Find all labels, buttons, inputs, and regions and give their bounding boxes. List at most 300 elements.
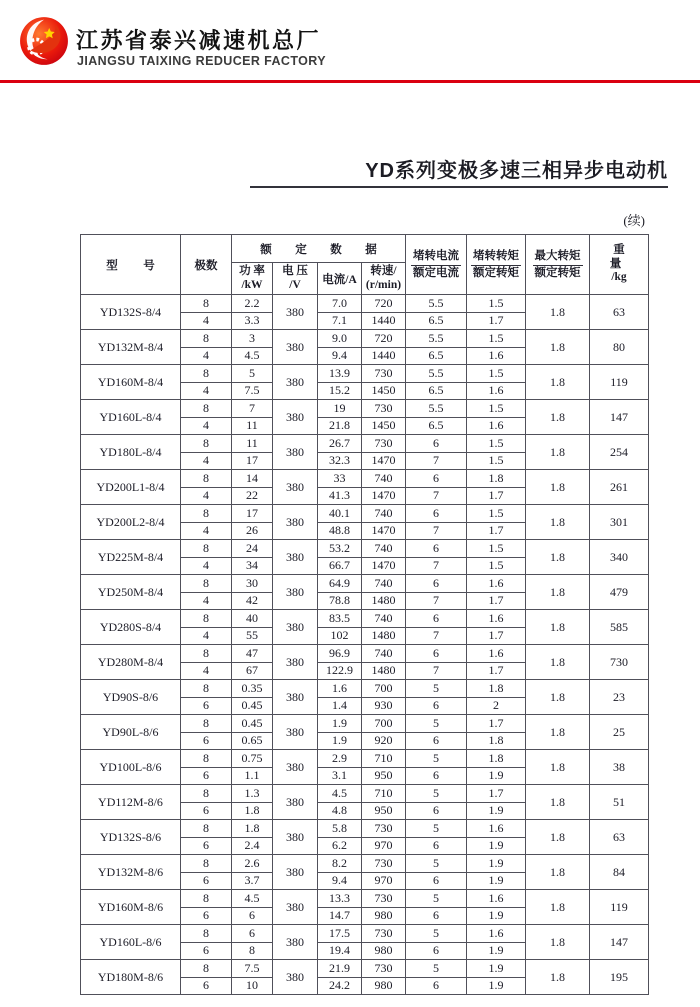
cell-power: 11 — [232, 417, 273, 435]
cell-poles: 8 — [181, 330, 232, 348]
header-divider — [0, 80, 700, 83]
cell-speed: 930 — [362, 697, 406, 715]
cell-poles: 8 — [181, 785, 232, 803]
cell-locked-current-ratio: 7 — [406, 592, 467, 610]
cell-power: 0.75 — [232, 750, 273, 768]
cell-locked-current-ratio: 6 — [406, 977, 467, 995]
cell-current: 26.7 — [318, 435, 362, 453]
cell-poles: 8 — [181, 610, 232, 628]
cell-speed: 730 — [362, 820, 406, 838]
cell-weight: 479 — [590, 575, 649, 610]
cell-speed: 1480 — [362, 662, 406, 680]
cell-weight: 147 — [590, 400, 649, 435]
cell-locked-current-ratio: 5 — [406, 820, 467, 838]
col-header-current: 电流/A — [318, 263, 362, 295]
col-header-power: 功 率 /kW — [232, 263, 273, 295]
cell-current: 19.4 — [318, 942, 362, 960]
cell-locked-torque-ratio: 1.6 — [467, 610, 526, 628]
cell-locked-current-ratio: 5 — [406, 750, 467, 768]
cell-locked-torque-ratio: 1.6 — [467, 820, 526, 838]
cell-power: 0.65 — [232, 732, 273, 750]
spec-row — [81, 540, 649, 558]
cell-poles: 6 — [181, 732, 232, 750]
cell-speed: 970 — [362, 837, 406, 855]
cell-speed: 740 — [362, 540, 406, 558]
motor-spec-table — [80, 234, 649, 995]
spec-row — [81, 435, 649, 453]
cell-poles: 8 — [181, 925, 232, 943]
cell-voltage: 380 — [273, 505, 318, 540]
cell-voltage: 380 — [273, 890, 318, 925]
company-name-cn: 江苏省泰兴减速机总厂 — [76, 28, 322, 53]
cell-locked-current-ratio: 5 — [406, 785, 467, 803]
cell-poles: 4 — [181, 382, 232, 400]
title-underline — [250, 186, 668, 188]
col-header-locked-torque-ratio: $\frac{\text{堵转转矩}}{\text{额定转矩}}$ — [467, 235, 526, 295]
cell-model: YD280M-8/4 — [81, 645, 181, 680]
cell-power: 42 — [232, 592, 273, 610]
cell-current: 78.8 — [318, 592, 362, 610]
cell-poles: 4 — [181, 312, 232, 330]
cell-weight: 119 — [590, 365, 649, 400]
cell-model: YD200L1-8/4 — [81, 470, 181, 505]
cell-voltage: 380 — [273, 575, 318, 610]
cell-locked-current-ratio: 6 — [406, 907, 467, 925]
cell-poles: 6 — [181, 942, 232, 960]
cell-speed: 720 — [362, 330, 406, 348]
spec-row — [81, 750, 649, 768]
cell-power: 8 — [232, 942, 273, 960]
factory-logo-icon — [18, 15, 70, 67]
cell-current: 8.2 — [318, 855, 362, 873]
cell-speed: 1440 — [362, 347, 406, 365]
cell-poles: 8 — [181, 750, 232, 768]
cell-locked-torque-ratio: 1.6 — [467, 575, 526, 593]
cell-speed: 710 — [362, 750, 406, 768]
cell-power: 24 — [232, 540, 273, 558]
col-header-voltage: 电 压 /V — [273, 263, 318, 295]
cell-locked-torque-ratio: 1.9 — [467, 767, 526, 785]
cell-poles: 8 — [181, 540, 232, 558]
cell-max-torque-ratio: 1.8 — [526, 400, 590, 435]
cell-poles: 8 — [181, 400, 232, 418]
spec-row — [81, 960, 649, 978]
cell-voltage: 380 — [273, 785, 318, 820]
cell-model: YD180L-8/4 — [81, 435, 181, 470]
cell-locked-torque-ratio: 1.9 — [467, 907, 526, 925]
cell-voltage: 380 — [273, 540, 318, 575]
cell-speed: 730 — [362, 435, 406, 453]
cell-locked-torque-ratio: 1.9 — [467, 942, 526, 960]
cell-model: YD90S-8/6 — [81, 680, 181, 715]
cell-locked-current-ratio: 6 — [406, 802, 467, 820]
cell-current: 3.1 — [318, 767, 362, 785]
cell-max-torque-ratio: 1.8 — [526, 575, 590, 610]
col-header-speed: 转速/ (r/min) — [362, 263, 406, 295]
cell-voltage: 380 — [273, 400, 318, 435]
cell-poles: 4 — [181, 522, 232, 540]
cell-power: 3.7 — [232, 872, 273, 890]
spec-row — [81, 890, 649, 908]
cell-current: 1.4 — [318, 697, 362, 715]
cell-voltage: 380 — [273, 330, 318, 365]
cell-current: 21.9 — [318, 960, 362, 978]
cell-weight: 63 — [590, 820, 649, 855]
cell-current: 4.5 — [318, 785, 362, 803]
cell-speed: 1470 — [362, 557, 406, 575]
cell-locked-torque-ratio: 1.5 — [467, 452, 526, 470]
spec-row — [81, 610, 649, 628]
cell-locked-current-ratio: 5 — [406, 925, 467, 943]
cell-poles: 8 — [181, 575, 232, 593]
cell-poles: 8 — [181, 645, 232, 663]
cell-weight: 261 — [590, 470, 649, 505]
cell-current: 83.5 — [318, 610, 362, 628]
cell-locked-current-ratio: 5.5 — [406, 295, 467, 313]
cell-current: 53.2 — [318, 540, 362, 558]
cell-locked-torque-ratio: 1.7 — [467, 662, 526, 680]
cell-locked-current-ratio: 6.5 — [406, 382, 467, 400]
cell-voltage: 380 — [273, 925, 318, 960]
cell-speed: 1480 — [362, 592, 406, 610]
spec-row — [81, 680, 649, 698]
cell-poles: 8 — [181, 890, 232, 908]
cell-weight: 23 — [590, 680, 649, 715]
cell-locked-current-ratio: 6.5 — [406, 312, 467, 330]
spec-row — [81, 820, 649, 838]
cell-locked-current-ratio: 6 — [406, 435, 467, 453]
cell-locked-current-ratio: 6 — [406, 732, 467, 750]
col-header-weight: 重 量 /kg — [590, 235, 649, 295]
cell-current: 48.8 — [318, 522, 362, 540]
cell-speed: 720 — [362, 295, 406, 313]
cell-poles: 4 — [181, 662, 232, 680]
cell-weight: 585 — [590, 610, 649, 645]
cell-locked-torque-ratio: 1.6 — [467, 890, 526, 908]
cell-poles: 4 — [181, 557, 232, 575]
cell-current: 33 — [318, 470, 362, 488]
cell-power: 6 — [232, 925, 273, 943]
spec-table-body — [81, 295, 649, 995]
spec-row — [81, 505, 649, 523]
cell-max-torque-ratio: 1.8 — [526, 890, 590, 925]
cell-power: 0.45 — [232, 697, 273, 715]
cell-speed: 730 — [362, 365, 406, 383]
cell-power: 2.4 — [232, 837, 273, 855]
cell-model: YD132M-8/6 — [81, 855, 181, 890]
cell-locked-current-ratio: 6 — [406, 767, 467, 785]
cell-power: 7 — [232, 400, 273, 418]
cell-poles: 4 — [181, 627, 232, 645]
cell-speed: 1470 — [362, 487, 406, 505]
cell-power: 0.35 — [232, 680, 273, 698]
cell-current: 15.2 — [318, 382, 362, 400]
cell-voltage: 380 — [273, 855, 318, 890]
cell-locked-torque-ratio: 1.6 — [467, 645, 526, 663]
cell-max-torque-ratio: 1.8 — [526, 295, 590, 330]
cell-locked-torque-ratio: 1.5 — [467, 365, 526, 383]
cell-voltage: 380 — [273, 365, 318, 400]
cell-poles: 6 — [181, 802, 232, 820]
cell-max-torque-ratio: 1.8 — [526, 680, 590, 715]
cell-locked-torque-ratio: 1.5 — [467, 540, 526, 558]
cell-max-torque-ratio: 1.8 — [526, 645, 590, 680]
cell-poles: 8 — [181, 435, 232, 453]
cell-current: 5.8 — [318, 820, 362, 838]
cell-current: 9.0 — [318, 330, 362, 348]
cell-current: 21.8 — [318, 417, 362, 435]
cell-model: YD100L-8/6 — [81, 750, 181, 785]
cell-max-torque-ratio: 1.8 — [526, 435, 590, 470]
cell-power: 0.45 — [232, 715, 273, 733]
cell-current: 1.6 — [318, 680, 362, 698]
cell-locked-current-ratio: 6.5 — [406, 417, 467, 435]
cell-model: YD90L-8/6 — [81, 715, 181, 750]
cell-power: 4.5 — [232, 347, 273, 365]
cell-locked-torque-ratio: 1.5 — [467, 557, 526, 575]
cell-current: 64.9 — [318, 575, 362, 593]
cell-voltage: 380 — [273, 715, 318, 750]
cell-voltage: 380 — [273, 960, 318, 995]
cell-power: 30 — [232, 575, 273, 593]
cell-power: 11 — [232, 435, 273, 453]
cell-model: YD112M-8/6 — [81, 785, 181, 820]
cell-power: 67 — [232, 662, 273, 680]
spec-row — [81, 785, 649, 803]
cell-speed: 950 — [362, 802, 406, 820]
cell-current: 102 — [318, 627, 362, 645]
cell-locked-current-ratio: 6 — [406, 837, 467, 855]
cell-model: YD180M-8/6 — [81, 960, 181, 995]
cell-locked-current-ratio: 5 — [406, 960, 467, 978]
cell-current: 17.5 — [318, 925, 362, 943]
page-title: YD系列变极多速三相异步电动机 — [365, 160, 668, 182]
col-header-locked-current-ratio: $\frac{\text{堵转电流}}{\text{额定电流}}$ — [406, 235, 467, 295]
cell-power: 17 — [232, 452, 273, 470]
cell-power: 7.5 — [232, 382, 273, 400]
cell-weight: 80 — [590, 330, 649, 365]
cell-power: 26 — [232, 522, 273, 540]
col-header-poles: 极数 — [181, 235, 232, 295]
cell-power: 2.6 — [232, 855, 273, 873]
cell-poles: 6 — [181, 837, 232, 855]
cell-poles: 8 — [181, 820, 232, 838]
cell-model: YD160L-8/6 — [81, 925, 181, 960]
cell-model: YD132S-8/4 — [81, 295, 181, 330]
cell-current: 24.2 — [318, 977, 362, 995]
cell-locked-torque-ratio: 1.9 — [467, 872, 526, 890]
cell-model: YD160M-8/4 — [81, 365, 181, 400]
cell-locked-current-ratio: 6 — [406, 470, 467, 488]
spec-row — [81, 470, 649, 488]
cell-current: 14.7 — [318, 907, 362, 925]
cell-current: 13.3 — [318, 890, 362, 908]
cell-power: 10 — [232, 977, 273, 995]
cell-speed: 730 — [362, 400, 406, 418]
cell-speed: 1470 — [362, 522, 406, 540]
cell-weight: 340 — [590, 540, 649, 575]
cell-locked-torque-ratio: 1.6 — [467, 925, 526, 943]
cell-speed: 980 — [362, 977, 406, 995]
cell-speed: 970 — [362, 872, 406, 890]
cell-weight: 147 — [590, 925, 649, 960]
cell-power: 55 — [232, 627, 273, 645]
spec-row — [81, 715, 649, 733]
cell-model: YD200L2-8/4 — [81, 505, 181, 540]
cell-poles: 6 — [181, 977, 232, 995]
cell-speed: 1440 — [362, 312, 406, 330]
cell-locked-torque-ratio: 1.6 — [467, 382, 526, 400]
cell-current: 41.3 — [318, 487, 362, 505]
cell-weight: 254 — [590, 435, 649, 470]
cell-locked-current-ratio: 6 — [406, 575, 467, 593]
cell-power: 1.8 — [232, 802, 273, 820]
cell-current: 1.9 — [318, 715, 362, 733]
cell-speed: 1450 — [362, 382, 406, 400]
cell-poles: 6 — [181, 767, 232, 785]
cell-poles: 4 — [181, 592, 232, 610]
cell-weight: 51 — [590, 785, 649, 820]
cell-voltage: 380 — [273, 750, 318, 785]
cell-power: 2.2 — [232, 295, 273, 313]
cell-speed: 1480 — [362, 627, 406, 645]
cell-locked-current-ratio: 5 — [406, 855, 467, 873]
col-header-model: 型 号 — [81, 235, 181, 295]
cell-model: YD132S-8/6 — [81, 820, 181, 855]
cell-locked-current-ratio: 6 — [406, 505, 467, 523]
cell-speed: 730 — [362, 925, 406, 943]
cell-max-torque-ratio: 1.8 — [526, 365, 590, 400]
cell-weight: 301 — [590, 505, 649, 540]
cell-power: 4.5 — [232, 890, 273, 908]
cell-locked-torque-ratio: 1.7 — [467, 312, 526, 330]
cell-max-torque-ratio: 1.8 — [526, 855, 590, 890]
cell-voltage: 380 — [273, 295, 318, 330]
spec-row — [81, 295, 649, 313]
spec-row — [81, 400, 649, 418]
cell-locked-current-ratio: 6 — [406, 540, 467, 558]
cell-power: 7.5 — [232, 960, 273, 978]
cell-poles: 8 — [181, 715, 232, 733]
cell-speed: 730 — [362, 960, 406, 978]
cell-locked-current-ratio: 5 — [406, 715, 467, 733]
cell-poles: 6 — [181, 697, 232, 715]
cell-voltage: 380 — [273, 610, 318, 645]
cell-power: 1.3 — [232, 785, 273, 803]
cell-locked-current-ratio: 5 — [406, 680, 467, 698]
cell-locked-current-ratio: 7 — [406, 662, 467, 680]
cell-voltage: 380 — [273, 820, 318, 855]
cell-locked-torque-ratio: 1.7 — [467, 785, 526, 803]
cell-poles: 8 — [181, 295, 232, 313]
cell-current: 7.1 — [318, 312, 362, 330]
cell-current: 7.0 — [318, 295, 362, 313]
cell-speed: 700 — [362, 715, 406, 733]
cell-power: 3 — [232, 330, 273, 348]
cell-current: 66.7 — [318, 557, 362, 575]
cell-poles: 4 — [181, 487, 232, 505]
cell-locked-current-ratio: 5 — [406, 890, 467, 908]
cell-speed: 730 — [362, 855, 406, 873]
cell-locked-torque-ratio: 1.7 — [467, 627, 526, 645]
cell-weight: 84 — [590, 855, 649, 890]
cell-locked-torque-ratio: 2 — [467, 697, 526, 715]
cell-max-torque-ratio: 1.8 — [526, 820, 590, 855]
cell-current: 2.9 — [318, 750, 362, 768]
cell-weight: 63 — [590, 295, 649, 330]
continued-label: (续) — [623, 213, 645, 228]
cell-max-torque-ratio: 1.8 — [526, 715, 590, 750]
cell-locked-current-ratio: 5.5 — [406, 365, 467, 383]
cell-current: 40.1 — [318, 505, 362, 523]
cell-speed: 1470 — [362, 452, 406, 470]
cell-model: YD160L-8/4 — [81, 400, 181, 435]
cell-weight: 730 — [590, 645, 649, 680]
cell-current: 122.9 — [318, 662, 362, 680]
cell-voltage: 380 — [273, 435, 318, 470]
cell-locked-torque-ratio: 1.9 — [467, 837, 526, 855]
cell-max-torque-ratio: 1.8 — [526, 330, 590, 365]
cell-locked-torque-ratio: 1.8 — [467, 732, 526, 750]
cell-poles: 8 — [181, 960, 232, 978]
col-header-max-torque-ratio: $\frac{\text{最大转矩}}{\text{额定转矩}}$ — [526, 235, 590, 295]
cell-locked-current-ratio: 6.5 — [406, 347, 467, 365]
cell-speed: 740 — [362, 645, 406, 663]
cell-current: 19 — [318, 400, 362, 418]
cell-weight: 119 — [590, 890, 649, 925]
cell-locked-torque-ratio: 1.5 — [467, 330, 526, 348]
cell-max-torque-ratio: 1.8 — [526, 960, 590, 995]
cell-locked-current-ratio: 7 — [406, 452, 467, 470]
cell-speed: 740 — [362, 610, 406, 628]
cell-max-torque-ratio: 1.8 — [526, 505, 590, 540]
cell-poles: 4 — [181, 452, 232, 470]
cell-locked-torque-ratio: 1.7 — [467, 592, 526, 610]
cell-locked-current-ratio: 7 — [406, 487, 467, 505]
cell-power: 34 — [232, 557, 273, 575]
cell-poles: 6 — [181, 907, 232, 925]
cell-locked-torque-ratio: 1.8 — [467, 470, 526, 488]
cell-locked-current-ratio: 6 — [406, 942, 467, 960]
cell-weight: 38 — [590, 750, 649, 785]
cell-max-torque-ratio: 1.8 — [526, 540, 590, 575]
cell-speed: 980 — [362, 942, 406, 960]
cell-locked-torque-ratio: 1.7 — [467, 522, 526, 540]
cell-model: YD250M-8/4 — [81, 575, 181, 610]
cell-power: 22 — [232, 487, 273, 505]
spec-row — [81, 365, 649, 383]
cell-model: YD160M-8/6 — [81, 890, 181, 925]
cell-poles: 6 — [181, 872, 232, 890]
cell-weight: 195 — [590, 960, 649, 995]
cell-locked-current-ratio: 7 — [406, 627, 467, 645]
cell-current: 96.9 — [318, 645, 362, 663]
cell-current: 13.9 — [318, 365, 362, 383]
cell-locked-torque-ratio: 1.7 — [467, 487, 526, 505]
cell-power: 47 — [232, 645, 273, 663]
cell-speed: 740 — [362, 470, 406, 488]
cell-max-torque-ratio: 1.8 — [526, 925, 590, 960]
cell-current: 4.8 — [318, 802, 362, 820]
cell-speed: 950 — [362, 767, 406, 785]
cell-locked-torque-ratio: 1.5 — [467, 435, 526, 453]
cell-power: 6 — [232, 907, 273, 925]
cell-power: 5 — [232, 365, 273, 383]
cell-poles: 4 — [181, 417, 232, 435]
cell-speed: 980 — [362, 907, 406, 925]
cell-poles: 8 — [181, 855, 232, 873]
cell-power: 1.8 — [232, 820, 273, 838]
